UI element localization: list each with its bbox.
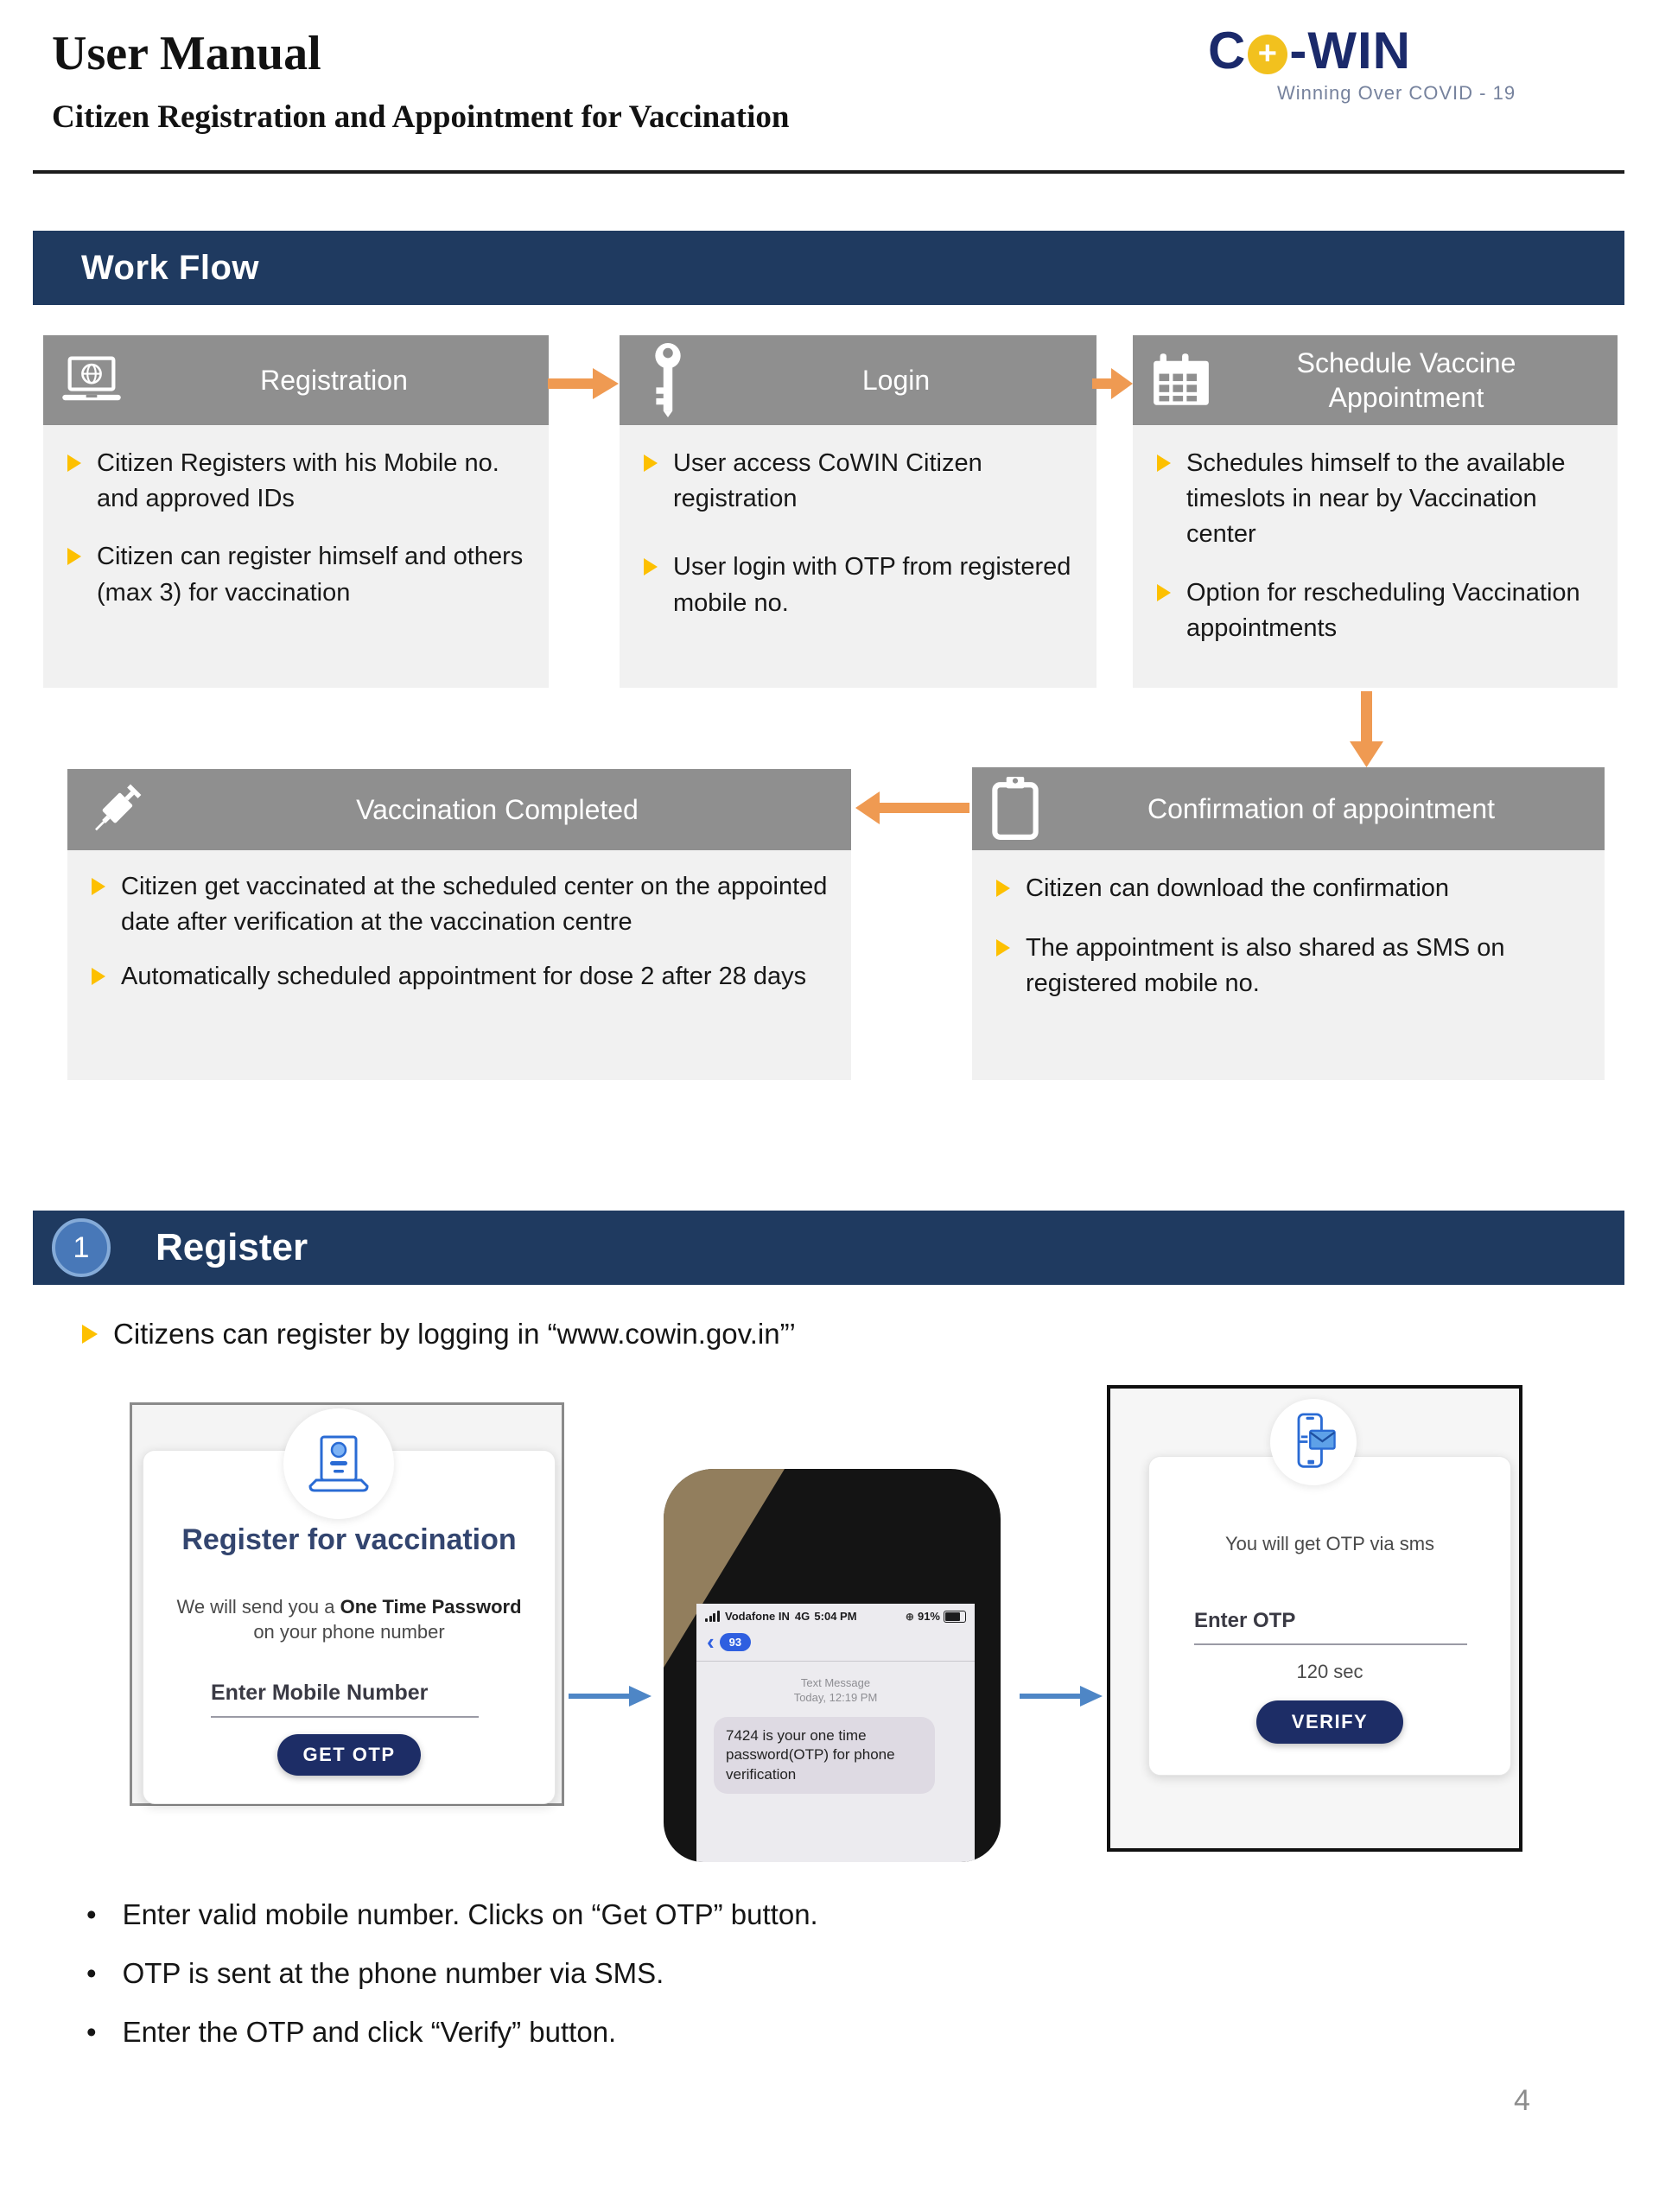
clock-label: 5:04 PM — [814, 1610, 857, 1623]
bullet-text: Citizen can register himself and others (max 3) for vaccination — [97, 543, 524, 607]
logo-letter-c: C — [1208, 22, 1247, 79]
phone-screenshot — [664, 1469, 1001, 1862]
bullet-text: Citizen can download the confirmation — [1026, 874, 1450, 902]
bullet-triangle-icon — [92, 968, 105, 985]
register-screenshot — [130, 1402, 564, 1806]
mobile-number-input[interactable] — [211, 1681, 479, 1718]
workflow-step-confirmation — [972, 767, 1605, 1080]
thread-title: Text Message — [800, 1676, 871, 1689]
cowin-logo-wordmark — [1208, 21, 1614, 80]
bullet-item — [92, 959, 834, 995]
note-text: on your phone number — [253, 1621, 445, 1643]
bullet-triangle-icon — [996, 939, 1010, 957]
bullet-text: Citizen get vaccinated at the scheduled center on the appointed date after verification at the vaccination centre — [121, 873, 828, 937]
otp-screenshot — [1107, 1385, 1522, 1852]
bullet-text: Automatically scheduled appointment for dose 2 after 28 days — [121, 963, 807, 991]
otp-card-note: You will get OTP via sms — [1224, 1533, 1435, 1554]
register-section-banner — [33, 1211, 1624, 1285]
bullet-text: Schedules himself to the available timeslots in near by Vaccination center — [1186, 449, 1566, 549]
bullet-item — [67, 539, 531, 610]
list-item-text: • Enter valid mobile number. Clicks on “Get OTP” button. — [122, 1898, 818, 1930]
bullet-item — [644, 550, 1079, 620]
bullet-triangle-icon — [82, 1325, 98, 1344]
bullet-text: Citizen Registers with his Mobile no. and approved IDs — [97, 449, 499, 513]
bullet-item — [1157, 575, 1600, 646]
bullet-text: User access CoWIN Citizen registration — [673, 449, 982, 513]
bullet-triangle-icon — [1157, 584, 1171, 601]
bullet-triangle-icon — [1157, 454, 1171, 472]
bullet-item — [1157, 446, 1600, 553]
workflow-banner — [33, 231, 1624, 305]
workflow-step-title: Login — [861, 365, 931, 396]
phone-status-bar — [696, 1604, 975, 1623]
bullet-triangle-icon — [644, 454, 658, 472]
register-intro-text: Citizens can register by logging in “www.cowin.gov.in”’ — [113, 1318, 796, 1350]
logo-letters-win: -WIN — [1289, 22, 1411, 79]
list-item — [86, 2015, 1296, 2050]
bullet-item — [67, 446, 531, 517]
cowin-logo — [1208, 21, 1614, 105]
phone-screen — [696, 1604, 975, 1862]
note-text: We will send you a — [176, 1596, 340, 1618]
flow-arrow-right-icon — [1092, 363, 1134, 409]
location-icon: ⊕ — [905, 1610, 914, 1623]
workflow-step-login — [620, 335, 1096, 688]
bullet-text: The appointment is also shared as SMS on registered mobile no. — [1026, 934, 1505, 998]
bullet-triangle-icon — [92, 878, 105, 895]
unread-count-badge[interactable]: 93 — [720, 1633, 751, 1651]
register-section-title: Register — [156, 1226, 308, 1268]
get-otp-button[interactable]: GET OTP — [277, 1734, 421, 1776]
bullet-item — [644, 446, 1079, 517]
bullet-item — [996, 871, 1587, 906]
plus-circle-icon: + — [1248, 35, 1287, 74]
bullet-triangle-icon — [67, 454, 81, 472]
key-icon — [620, 342, 716, 418]
network-label: 4G — [794, 1610, 810, 1623]
step-number-badge: 1 — [52, 1218, 111, 1277]
page-title: User Manual — [52, 27, 321, 80]
back-chevron-icon[interactable]: ‹ — [707, 1628, 715, 1655]
header-divider — [33, 170, 1624, 174]
instructions-list — [86, 1897, 1296, 2074]
note-bold-text: One Time Password — [340, 1596, 522, 1618]
bullet-triangle-icon — [67, 548, 81, 565]
bullet-text: User login with OTP from registered mobile no. — [673, 553, 1071, 617]
workflow-step-schedule — [1133, 335, 1618, 688]
sms-message-bubble: 7424 is your one time password(OTP) for phone verification — [714, 1717, 935, 1794]
syringe-icon — [67, 779, 164, 840]
laptop-globe-icon — [43, 356, 140, 404]
otp-input[interactable] — [1194, 1609, 1467, 1645]
otp-card — [1148, 1456, 1511, 1776]
flow-arrow-right-icon — [548, 363, 620, 409]
messages-nav-bar — [696, 1623, 975, 1662]
figure-arrow-right-icon — [569, 1683, 652, 1713]
battery-icon — [944, 1611, 966, 1623]
phone-message-icon — [1270, 1399, 1357, 1485]
flow-arrow-down-icon — [1346, 691, 1388, 773]
bullet-triangle-icon — [644, 558, 658, 575]
page-number: 4 — [1514, 2084, 1530, 2117]
workflow-banner-label: Work Flow — [81, 249, 259, 287]
workflow-step-registration — [43, 335, 549, 688]
bullet-triangle-icon — [996, 880, 1010, 897]
flow-arrow-left-icon — [855, 788, 969, 832]
workflow-step-title: Registration — [260, 365, 408, 396]
list-item-text: • Enter the OTP and click “Verify” button. — [122, 2016, 617, 2048]
page-subtitle: Citizen Registration and Appointment for Vaccination — [52, 99, 790, 135]
register-intro — [82, 1317, 1378, 1351]
workflow-step-title: Confirmation of appointment — [1147, 793, 1495, 824]
register-card-note — [143, 1594, 555, 1644]
list-item-text: • OTP is sent at the phone number via SMS. — [122, 1957, 664, 1989]
figure-arrow-right-icon — [1020, 1683, 1103, 1713]
bullet-item — [996, 931, 1587, 1001]
list-item — [86, 1897, 1296, 1932]
carrier-label: Vodafone IN — [725, 1610, 790, 1623]
verify-button[interactable]: VERIFY — [1256, 1700, 1403, 1744]
thread-timestamp: Today, 12:19 PM — [793, 1691, 878, 1704]
workflow-step-completed — [67, 769, 851, 1080]
workflow-step-title: Vaccination Completed — [356, 794, 639, 825]
clipboard-icon — [972, 777, 1058, 841]
calendar-icon — [1133, 353, 1230, 407]
bullet-text: Option for rescheduling Vaccination appointments — [1186, 578, 1580, 642]
bullet-item — [92, 869, 834, 940]
logo-tagline: Winning Over COVID - 19 — [1277, 82, 1516, 104]
workflow-step-title: Schedule Vaccine Appointment — [1296, 347, 1516, 413]
battery-percent: 91% — [917, 1610, 940, 1623]
laptop-id-card-icon — [283, 1408, 394, 1519]
register-card-title: Register for vaccination — [181, 1523, 517, 1556]
list-item — [86, 1956, 1296, 1991]
otp-timer: 120 sec — [1296, 1661, 1363, 1682]
